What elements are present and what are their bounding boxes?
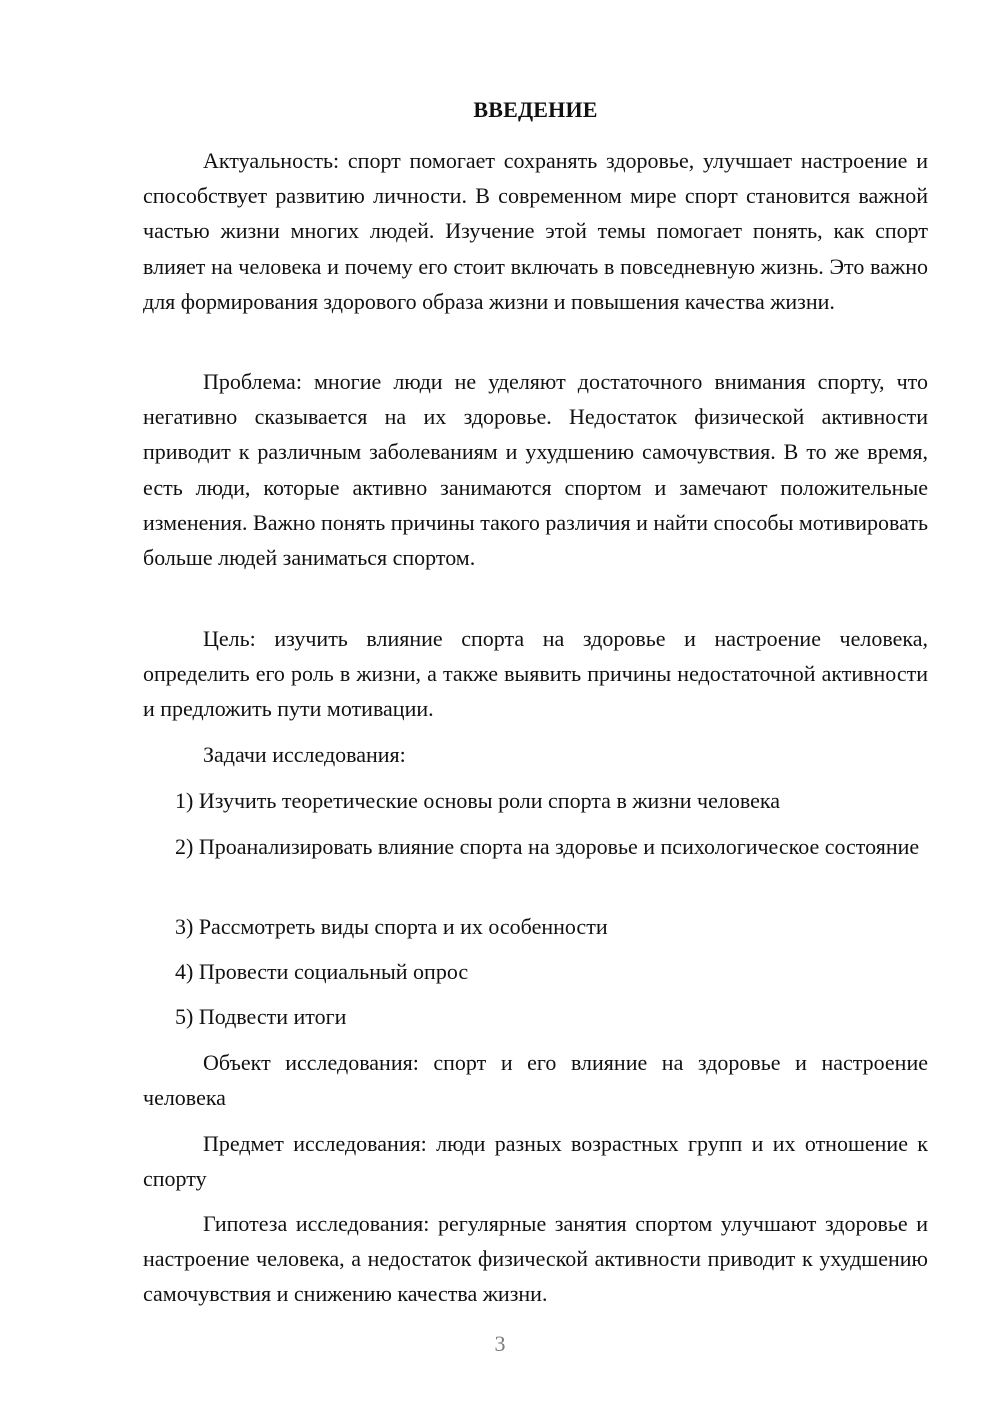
task-item-3: 3) Рассмотреть виды спорта и их особенности <box>175 914 608 939</box>
page-number: 3 <box>494 1331 506 1356</box>
object-paragraph: Объект исследования: спорт и его влияние на здоровье и настроение человека <box>143 1050 928 1111</box>
task-item-1: 1) Изучить теоретические основы роли спорта в жизни человека <box>175 788 780 813</box>
task-item-5: 5) Подвести итоги <box>175 1004 347 1029</box>
section-title: ВВЕДЕНИЕ <box>473 97 598 122</box>
relevance-paragraph: Актуальность: спорт помогает сохранять здоровье, улучшает настроение и способствует развитию личности. В современном мире спорт становится важной частью жизни многих людей. Изучение этой темы помогает понять, как спорт влияет на человека и почему его стоит включать в повседневную жизнь. Это важно для формирования здорового образа жизни и повышения качества жизни. <box>143 148 928 314</box>
tasks-heading: Задачи исследования: <box>203 742 406 767</box>
problem-paragraph: Проблема: многие люди не уделяют достаточного внимания спорту, что негативно сказывается на их здоровье. Недостаток физической активности приводит к различным заболеваниям и ухудшению самочувствия. В то же время, есть люди, которые активно занимаются спортом и замечают положительные изменения. Важно понять причины такого различия и найти способы мотивировать больше людей заниматься спортом. <box>143 369 928 571</box>
hypothesis-paragraph: Гипотеза исследования: регулярные занятия спортом улучшают здоровье и настроение человека, а недостаток физической активности приводит к ухудшению самочувствия и снижению качества жизни. <box>143 1211 928 1307</box>
subject-paragraph: Предмет исследования: люди разных возрастных групп и их отношение к спорту <box>143 1131 928 1192</box>
goal-paragraph: Цель: изучить влияние спорта на здоровье и настроение человека, определить его роль в жизни, а также выявить причины недостаточной активности и предложить пути мотивации. <box>143 626 928 722</box>
task-item-2: 2) Проанализировать влияние спорта на здоровье и психологическое состояние <box>175 834 920 859</box>
task-item-4: 4) Провести социальный опрос <box>175 959 469 984</box>
